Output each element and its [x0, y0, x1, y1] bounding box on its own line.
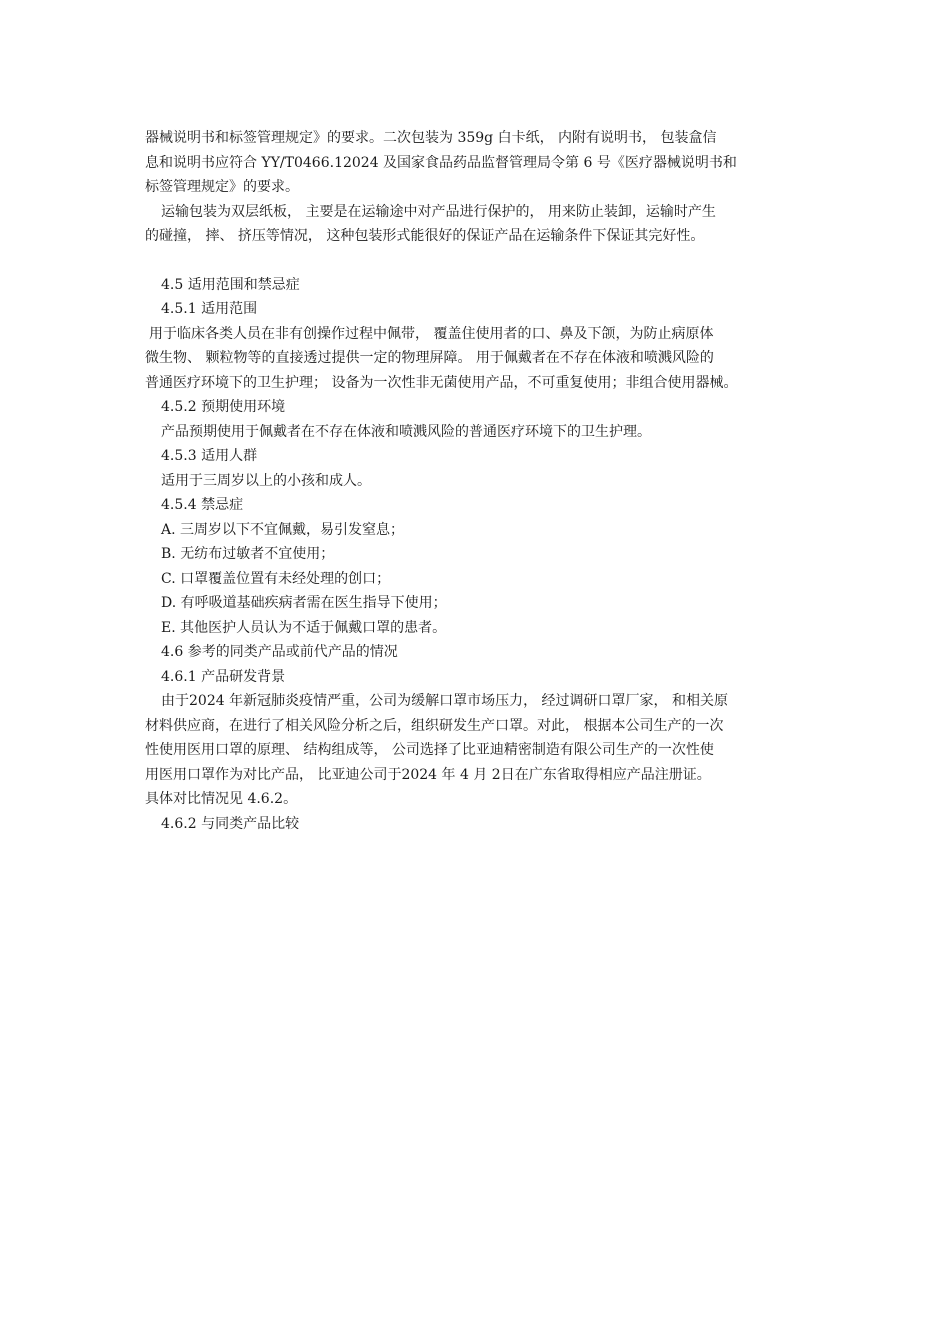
section-heading-4-6: 4.6 参考的同类产品或前代产品的情况	[161, 644, 398, 660]
paragraph-line: 用于临床各类人员在非有创操作过程中佩带， 覆盖住使用者的口、鼻及下颌，为防止病原体	[149, 325, 714, 342]
list-item: D. 有呼吸道基础疾病者需在医生指导下使用；	[161, 595, 447, 611]
list-item: C. 口罩覆盖位置有未经处理的创口；	[161, 570, 391, 587]
paragraph-line: 材料供应商，在进行了相关风险分析之后，组织研发生产口罩。对此， 根据本公司生产的一次	[145, 717, 724, 734]
section-heading-4-5-4: 4.5.4 禁忌症	[161, 497, 244, 513]
blank-gap	[145, 249, 825, 273]
paragraph-line: 息和说明书应符合 YY/T0466.12024 及国家食品药品监督管理局令第 6 号《医疗器械说明书和	[145, 154, 737, 171]
section-heading-4-5-1: 4.5.1 适用范围	[161, 301, 258, 317]
paragraph-line: 适用于三周岁以上的小孩和成人。	[161, 472, 371, 489]
section-heading-4-5-2: 4.5.2 预期使用环境	[161, 399, 286, 415]
list-item: B. 无纺布过敏者不宜使用；	[161, 546, 335, 562]
paragraph-line: 具体对比情况见 4.6.2。	[145, 791, 298, 807]
paragraph-line: 器械说明书和标签管理规定》的要求。二次包装为 359g 白卡纸， 内附有说明书， 包装盒信	[145, 130, 717, 146]
list-item: A. 三周岁以下不宜佩戴，易引发窒息；	[161, 521, 405, 538]
paragraph-line: 用医用口罩作为对比产品， 比亚迪公司于2024 年 4 月 2日在广东省取得相应产品注册证。	[145, 766, 711, 783]
document-body	[145, 126, 825, 836]
paragraph-line: 普通医疗环境下的卫生护理； 设备为一次性非无菌使用产品，不可重复使用；非组合使用器械。	[145, 374, 738, 391]
list-item: E. 其他医护人员认为不适于佩戴口罩的患者。	[161, 619, 447, 636]
paragraph-line: 微生物、 颗粒物等的直接透过提供一定的物理屏障。 用于佩戴者在不存在体液和喷溅风险的	[145, 350, 714, 366]
section-heading-4-6-1: 4.6.1 产品研发背景	[161, 668, 286, 685]
section-heading-4-5-3: 4.5.3 适用人群	[161, 448, 258, 464]
section-heading-4-5: 4.5 适用范围和禁忌症	[161, 276, 300, 293]
paragraph-line: 的碰撞， 摔、 挤压等情况， 这种包装形式能很好的保证产品在运输条件下保证其完好性。	[145, 228, 705, 244]
paragraph-line: 标签管理规定》的要求。	[145, 179, 299, 195]
paragraph-line: 产品预期使用于佩戴者在不存在体液和喷溅风险的普通医疗环境下的卫生护理。	[161, 423, 651, 440]
paragraph-line: 由于2024 年新冠肺炎疫情严重，公司为缓解口罩市场压力， 经过调研口罩厂家， 和相关原	[161, 693, 728, 709]
paragraph-line: 性使用医用口罩的原理、 结构组成等， 公司选择了比亚迪精密制造有限公司生产的一次性使	[145, 742, 714, 758]
section-heading-4-6-2: 4.6.2 与同类产品比较	[161, 815, 300, 832]
paragraph-line: 运输包装为双层纸板， 主要是在运输途中对产品进行保护的， 用来防止装卸，运输时产生	[161, 203, 716, 220]
